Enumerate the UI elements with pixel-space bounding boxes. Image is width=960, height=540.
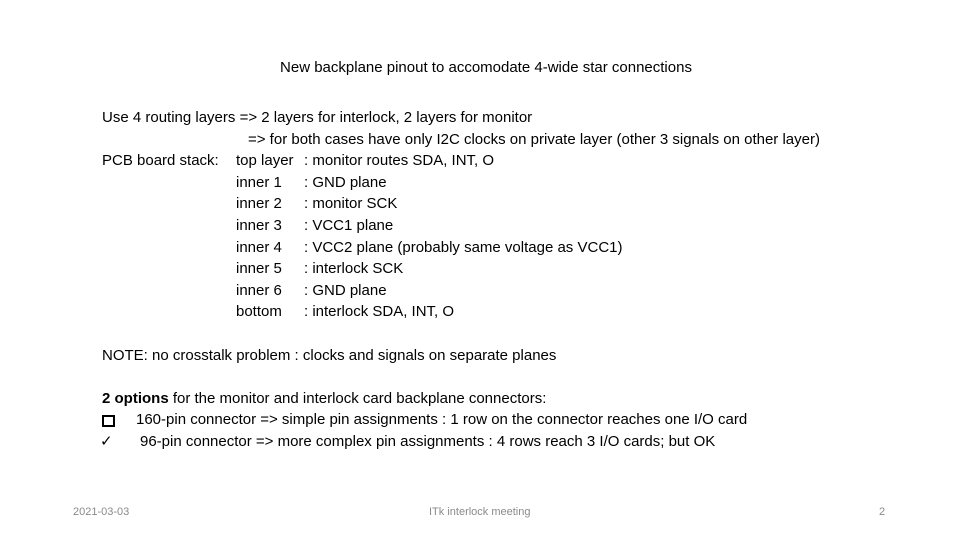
stack-layer-name: inner 5 — [236, 260, 282, 277]
stack-layer-name: inner 6 — [236, 282, 282, 299]
stack-layer-name: inner 3 — [236, 217, 282, 234]
checkmark-bullet-icon: ✓ — [100, 433, 113, 450]
slide-title: New backplane pinout to accomodate 4-wide star connections — [280, 59, 692, 76]
stack-layer-desc: : GND plane — [304, 174, 387, 191]
stack-layer-name: inner 2 — [236, 195, 282, 212]
stack-label: PCB board stack: — [102, 152, 219, 169]
stack-layer-desc: : VCC1 plane — [304, 217, 394, 234]
footer-event: ITk interlock meeting — [429, 506, 531, 518]
option-96-pin: 96-pin connector => more complex pin assignments : 4 rows reach 3 I/O cards; but OK — [140, 433, 716, 450]
stack-layer-desc: : monitor SCK — [304, 195, 398, 212]
stack-layer-name: inner 4 — [236, 239, 282, 256]
intro-line-2: => for both cases have only I2C clocks on private layer (other 3 signals on other layer) — [248, 131, 820, 148]
intro-line-1: Use 4 routing layers => 2 layers for interlock, 2 layers for monitor — [102, 109, 533, 126]
option-160-pin: 160-pin connector => simple pin assignments : 1 row on the connector reaches one I/O card — [136, 411, 748, 428]
options-heading-bold: 2 options — [102, 390, 169, 407]
stack-layer-desc: : GND plane — [304, 282, 387, 299]
stack-layer-desc: : monitor routes SDA, INT, O — [304, 152, 495, 169]
options-heading-rest: for the monitor and interlock card backplane connectors: — [168, 390, 547, 407]
stack-layer-desc: : VCC2 plane (probably same voltage as VCC1) — [304, 239, 623, 256]
square-bullet-icon — [102, 415, 115, 427]
options-heading — [102, 389, 546, 409]
stack-layer-desc: : interlock SDA, INT, O — [304, 303, 455, 320]
stack-layer-name: bottom — [236, 303, 282, 320]
stack-layer-name: inner 1 — [236, 174, 282, 191]
footer-date: 2021-03-03 — [73, 506, 130, 518]
footer-page-number: 2 — [879, 506, 886, 518]
note-text: NOTE: no crosstalk problem : clocks and signals on separate planes — [102, 347, 557, 364]
stack-layer-desc: : interlock SCK — [304, 260, 404, 277]
stack-layer-name: top layer — [236, 152, 294, 169]
